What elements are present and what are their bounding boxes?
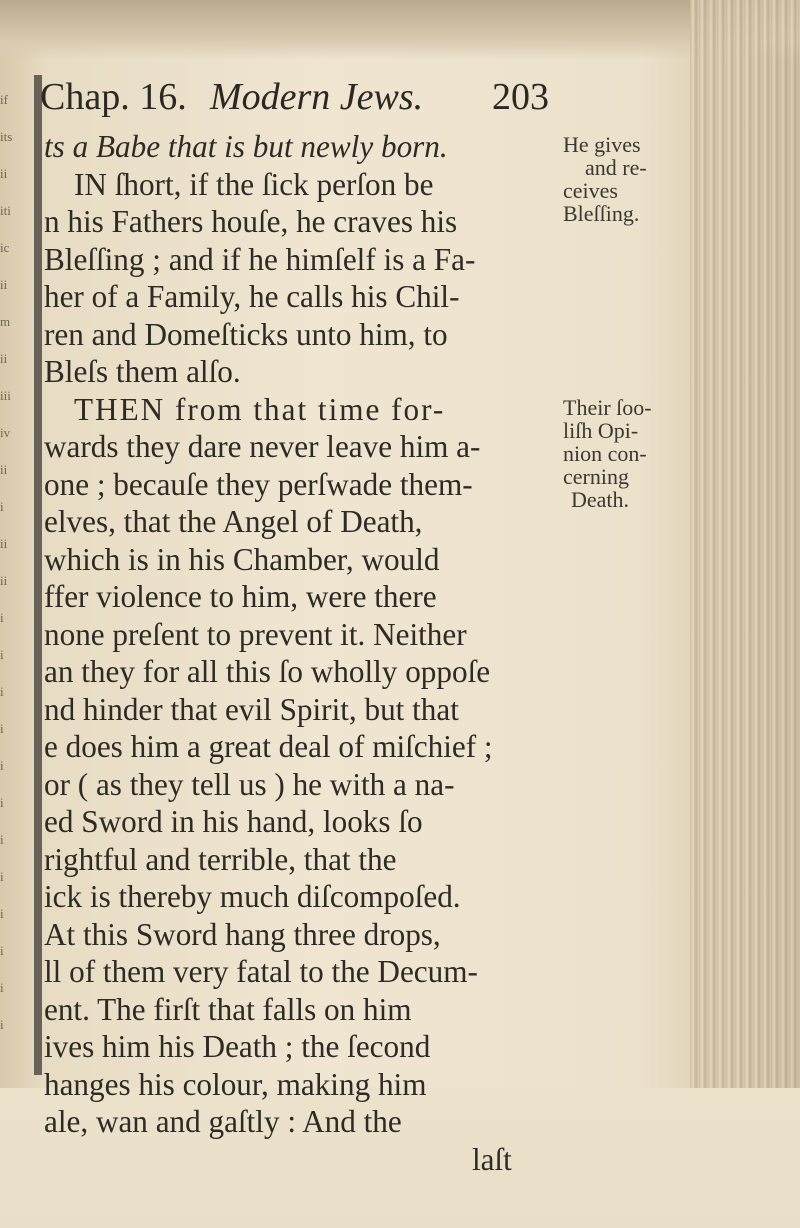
text-line: e does him a great deal of miſchief ; <box>44 729 493 764</box>
body-text <box>44 128 604 1178</box>
text-line: rightful and terrible, that the <box>44 841 397 877</box>
text-line: wards they dare never leave him a- <box>44 429 481 464</box>
text-line: nd hinder that evil Spirit, but that <box>44 691 459 727</box>
page-top-shadow <box>0 0 800 60</box>
running-title: Modern Jews. <box>210 76 424 118</box>
text-line: none preſent to prevent it. Neither <box>44 616 467 652</box>
running-header <box>40 75 600 123</box>
text-line: Bleſſing ; and if he himſelf is a Fa- <box>44 241 476 277</box>
margin-note-blessing: He gives and re- ceives Bleſſing. <box>563 132 647 226</box>
page-edges-stack <box>690 0 800 1228</box>
gutter-fragments: if its ii iti ic ii m ii iii iv ii i ii ii i i i i i i i i i i i i <box>0 92 13 1032</box>
text-line: Bleſs them alſo. <box>44 354 241 389</box>
text-line: ale, wan and gaſtly : And the <box>44 1104 402 1139</box>
binding-edge <box>34 75 42 1075</box>
text-line: hanges his colour, making him <box>44 1066 427 1102</box>
text-line: ren and Domeſticks unto him, to <box>44 316 448 352</box>
text-line: ent. The firſt that falls on him <box>44 991 412 1027</box>
text-line: ed Sword in his hand, looks ſo <box>44 804 423 839</box>
text-line: ffer violence to him, were there <box>44 579 437 614</box>
text-line: elves, that the Angel of Death, <box>44 504 423 539</box>
chapter-label: Chap. 16. <box>40 76 187 118</box>
text-line: THEN from that time for- <box>74 391 446 427</box>
text-line: n his Fathers houſe, he craves his <box>44 204 458 239</box>
catchword: laſt <box>472 1141 512 1177</box>
text-line: ick is thereby much diſcompoſed. <box>44 879 461 914</box>
text-line: ll of them very fatal to the Decum- <box>44 954 478 989</box>
text-line: IN ſhort, if the ſick perſon be <box>74 166 434 202</box>
text-line: or ( as they tell us ) he with a na- <box>44 766 455 802</box>
text-line: an they for all this ſo wholly oppoſe <box>44 654 491 689</box>
text-line: ts a Babe that is but newly born. <box>44 129 448 164</box>
text-line: one ; becauſe they perſwade them- <box>44 466 473 502</box>
margin-note-opinion-death: Their ſoo- liſh Opi- nion con- cerning Death. <box>563 395 652 512</box>
text-line: her of a Family, he calls his Chil- <box>44 279 460 314</box>
text-line: which is in his Chamber, would <box>44 541 440 577</box>
text-line: ives him his Death ; the ſecond <box>44 1029 431 1064</box>
text-line: At this Sword hang three drops, <box>44 916 441 952</box>
page-number: 203 <box>492 76 549 118</box>
